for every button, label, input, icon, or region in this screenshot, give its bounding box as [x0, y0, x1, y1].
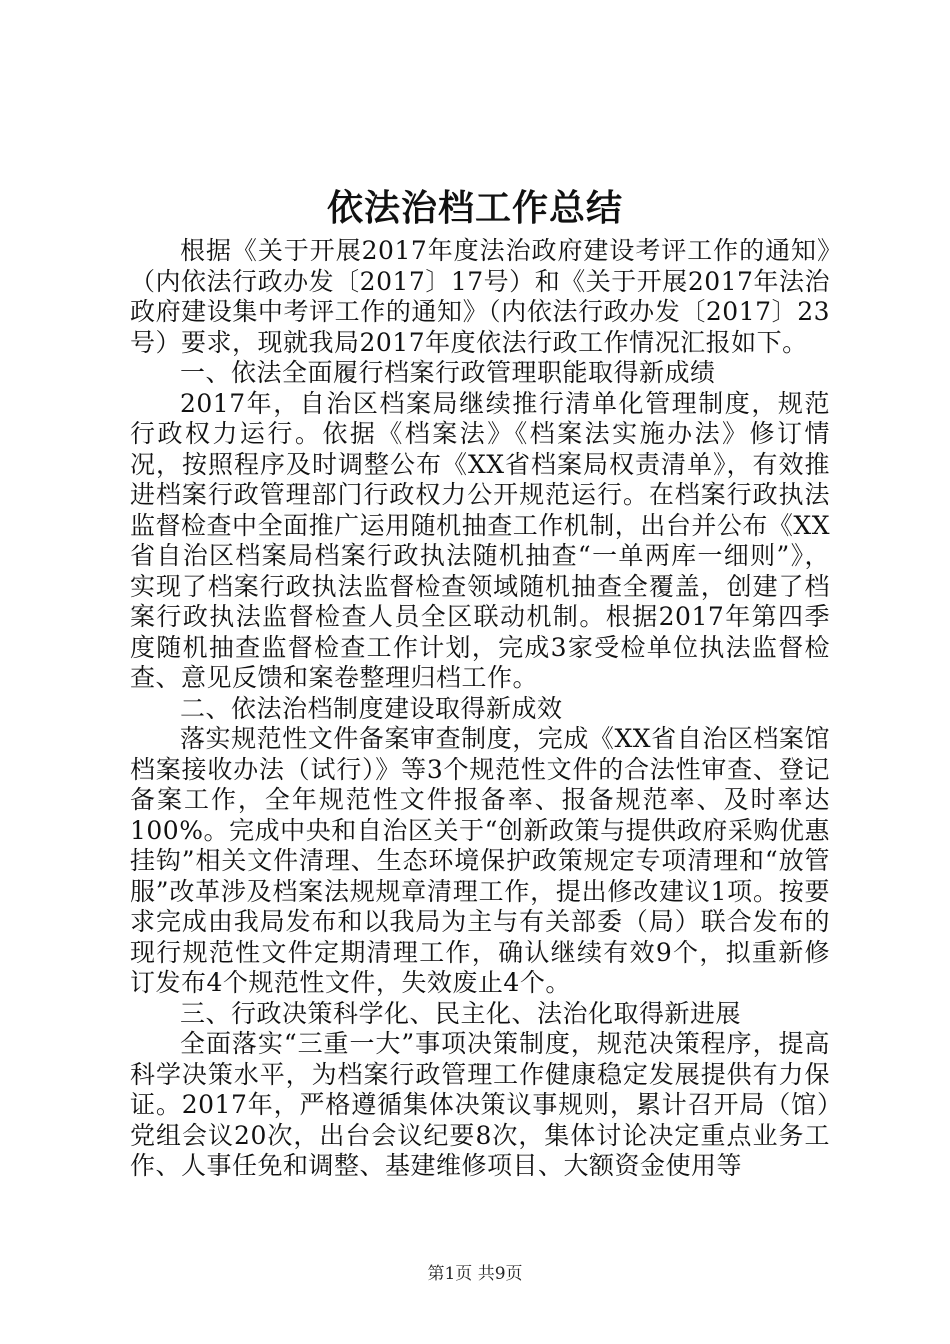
document-title: 依法治档工作总结: [326, 187, 623, 229]
page-number-footer: 第1页 共9页: [427, 1264, 523, 1284]
section-heading-3: 三、行政决策科学化、民主化、法治化取得新进展: [180, 998, 742, 1028]
section-3-paragraph: 全面落实“三重一大”事项决策制度，规范决策程序，提高科学决策水平，为档案行政管理工作健康稳定发展提供有力保证。2017年，严格遵循集体决策议事规则，累计召开局（馆）党组会议20次，出台会议纪要8次，集体讨论决定重点业务工作、人事任免和调整、基建维修项目、大额资金使用等: [130, 1029, 830, 1180]
intro-paragraph: 根据《关于开展2017年度法治政府建设考评工作的通知》（内依法行政办发〔2017〕17号）和《关于开展2017年法治政府建设集中考评工作的通知》（内依法行政办发〔2017〕23号）要求，现就我局2017年度依法行政工作情况汇报如下。: [130, 236, 830, 357]
section-heading-1: 一、依法全面履行档案行政管理职能取得新成绩: [180, 358, 716, 387]
document-body: [130, 236, 830, 1182]
section-2-paragraph: 落实规范性文件备案审查制度，完成《XX省自治区档案馆档案接收办法（试行）》等3个规范性文件的合法性审查、登记备案工作，全年规范性文件报备率、报备规范率、及时率达100%。完成中央和自治区关于“创新政策与提供政府采购优惠挂钩”相关文件清理、生态环境保护政策规定专项清理和“放管服”改革涉及档案法规规章清理工作，提出修改建议1项。按要求完成由我局发布和以我局为主与有关部委（局）联合发布的现行规范性文件定期清理工作，确认继续有效9个，拟重新修订发布4个规范性文件，失效废止4个。: [130, 724, 830, 997]
section-1-paragraph: 2017年，自治区档案局继续推行清单化管理制度，规范行政权力运行。依据《档案法》《档案法实施办法》修订情况，按照程序及时调整公布《XX省档案局权责清单》，有效推进档案行政管理部门行政权力公开规范运行。在档案行政执法监督检查中全面推广运用随机抽查工作机制，出台并公布《XX省自治区档案局档案行政执法随机抽查“一单两库一细则”》，实现了档案行政执法监督检查领域随机抽查全覆盖，创建了档案行政执法监督检查人员全区联动机制。根据2017年第四季度随机抽查监督检查工作计划，完成3家受检单位执法监督检查、意见反馈和案卷整理归档工作。: [130, 388, 830, 692]
section-heading-2: 二、依法治档制度建设取得新成效: [180, 693, 563, 723]
